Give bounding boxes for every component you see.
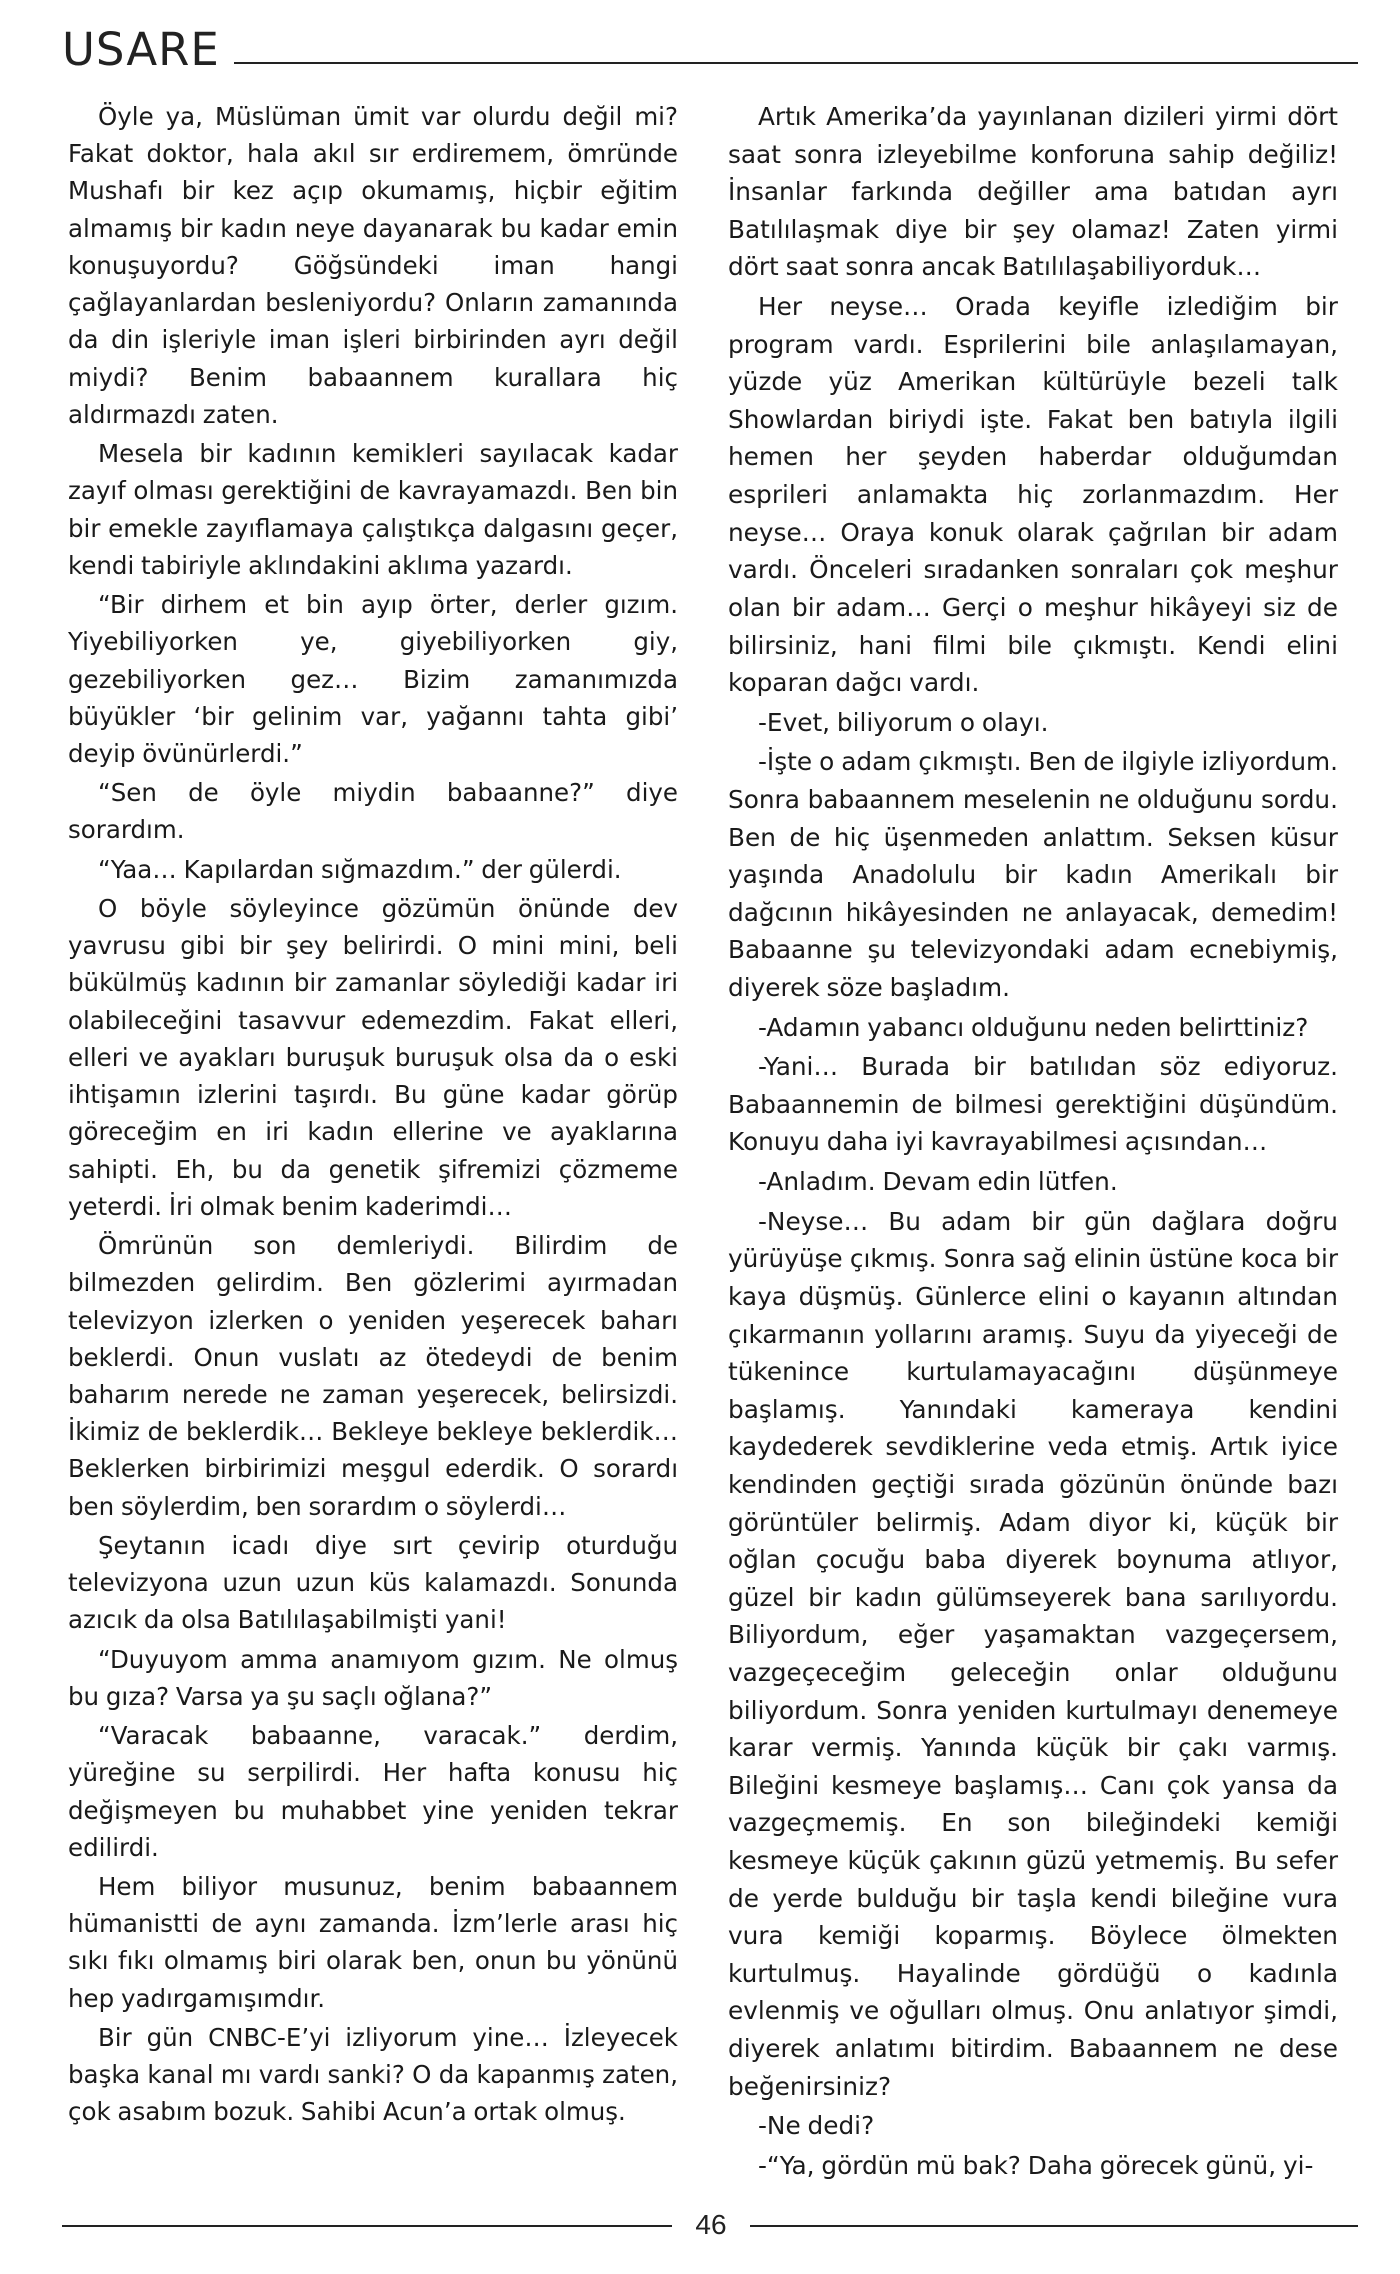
header-rule — [234, 62, 1358, 64]
paragraph: Bir gün CNBC-E’yi izliyorum yine… İzleyecek başka kanal mı vardı sanki? O da kapanmış zaten, çok asabım bozuk. Sahibi Acun’a ortak olmuş. — [68, 2022, 678, 2127]
paragraph: “Varacak babaanne, varacak.” derdim, yüreğine su serpilirdi. Her hafta konusu hiç değişmeyen bu muhabbet yine yeniden tekrar edilirdi. — [68, 1721, 678, 1862]
magazine-title: USARE — [62, 23, 220, 76]
paragraph: -Evet, biliyorum o olayı. — [758, 707, 1049, 737]
paragraph: Artık Amerika’da yayınlanan dizileri yirmi dört saat sonra izleyebilme konforuna sahip değiliz! İnsanlar farkında değiller ama batıdan ayrı Batılılaşmak diye bir şey olamaz! Zaten yirmi dört saat sonra ancak Batılılaşabiliyorduk… — [728, 102, 1338, 282]
paragraph: “Bir dirhem et bin ayıp örter, derler gızım. Yiyebiliyorken ye, giyebiliyorken giy, gezebiliyorken gez… Bizim zamanımızda büyükler ‘bir gelinim var, yağannı tahta gibi’ deyip övünürlerdi.” — [68, 590, 678, 768]
page-header — [62, 18, 1358, 78]
paragraph: -İşte o adam çıkmıştı. Ben de ilgiyle izliyordum. Sonra babaannem meselenin ne olduğunu sordu. Ben de hiç üşenmeden anlattım. Seksen küsur yaşında Anadolulu bir kadın Amerikalı bir dağcının hikâyesinden ne anlayacak, demedim! Babaanne şu televizyondaki adam ecnebiymiş, diyerek söze başladım. — [728, 747, 1338, 1003]
paragraph: Hem biliyor musunuz, benim babaannem hümanistti de aynı zamanda. İzm’lerle arası hiç sıkı fıkı olmamış biri olarak ben, onun bu yönünü hep yadırgamışımdır. — [68, 1872, 678, 2013]
left-column — [68, 98, 678, 2133]
footer-rule-left — [62, 2225, 672, 2227]
page-number: 46 — [695, 2209, 727, 2240]
paragraph: Ömrünün son demleriydi. Bilirdim de bilmezden gelirdim. Ben gözlerimi ayırmadan televizyon izlerken o yeniden yeşerecek baharı beklerdi. Onun vuslatı az ötedeydi de benim baharım nerede ne zaman yeşerecek, belirsizdi. İkimiz de beklerdik… Bekleye bekleye beklerdik… Beklerken birbirimizi meşgul ederdik. O sorardı ben söylerdim, ben sorardım o söylerdi… — [68, 1231, 678, 1521]
paragraph: O böyle söyleyince gözümün önünde dev yavrusu gibi bir şey belirirdi. O mini mini, beli bükülmüş kadının bir zamanlar söylediği kadar iri olabileceğini tasavvur edemezdim. Fakat elleri, elleri ve ayakları buruşuk buruşuk olsa da o eski ihtişamın izlerini taşırdı. Bu güne kadar görüp göreceğim en iri kadın ellerine ve ayaklarına sahipti. Eh, bu da genetik şifremizi çözmeme yeterdi. İri olmak benim kaderimdi… — [68, 893, 678, 1221]
paragraph: -Ne dedi? — [758, 2111, 875, 2141]
right-column — [728, 98, 1338, 2187]
paragraph: -“Ya, gördün mü bak? Daha görecek günü, yi- — [758, 2150, 1314, 2180]
paragraph: “Sen de öyle miydin babaanne?” diye sorardım. — [68, 778, 678, 845]
footer-rule-right — [750, 2225, 1358, 2227]
page-footer — [62, 2205, 1358, 2245]
paragraph: “Yaa… Kapılardan sığmazdım.” der gülerdi. — [98, 854, 622, 884]
paragraph: -Neyse… Bu adam bir gün dağlara doğru yürüyüşe çıkmış. Sonra sağ elinin üstüne koca bir kaya düşmüş. Günlerce elini o kayanın altından çıkarmanın yollarını aramış. Suyu da yiyeceği de tükenince kurtulamayacağını düşünmeye başlamış. Yanındaki kameraya kendini kaydederek sevdiklerine veda etmiş. Artık iyice kendinden geçtiği sırada gözünün önünde bazı görüntüler belirmiş. Adam diyor ki, küçük bir oğlan çocuğu baba diyerek boynuma atlıyor, güzel bir kadın gülümseyerek bana sarılıyordu. Biliyordum, eğer yaşamaktan vazgeçersem, vazgeçeceğim geleceğin onlar olduğunu biliyordum. Sonra yeniden kurtulmayı denemeye karar vermiş. Yanında küçük bir çakı varmış. Bileğini kesmeye başlamış… Canı çok yansa da vazgeçmemiş. En son bileğindeki kemiği kesmeye küçük çakının güzü yetmemiş. Bu sefer de yerde bulduğu bir taşla kendi bileğine vura vura kemiği koparmış. Böylece ölmekten kurtulmuş. Hayalinde gördüğü o kadınla evlenmiş ve oğulları olmuş. Onu anlatıyor şimdi, diyerek anlatımı bitirdim. Babaannem ne dese beğenirsiniz? — [728, 1206, 1338, 2101]
paragraph: -Adamın yabancı olduğunu neden belirttiniz? — [758, 1012, 1309, 1042]
paragraph: Öyle ya, Müslüman ümit var olurdu değil mi? Fakat doktor, hala akıl sır erdiremem, ömründe Mushafı bir kez açıp okumamış, hiçbir eğitim almamış bir kadın neye dayanarak bu kadar emin konuşuyordu? Göğsündeki iman hangi çağlayanlardan besleniyordu? Onların zamanında da din işleriyle iman işleri birbirinden ayrı değil miydi? Benim babaannem kurallara hiç aldırmazdı zaten. — [68, 102, 678, 429]
paragraph: -Anladım. Devam edin lütfen. — [758, 1167, 1118, 1197]
paragraph: Mesela bir kadının kemikleri sayılacak kadar zayıf olması gerektiğini de kavrayamazdı. Ben bin bir emekle zayıflamaya çalıştıkça dalgasını geçer, kendi tabiriyle aklındakini aklıma yazardı. — [68, 439, 678, 580]
paragraph: “Duyuyom amma anamıyom gızım. Ne olmuş bu gıza? Varsa ya şu saçlı oğlana?” — [68, 1644, 678, 1711]
paragraph: Her neyse… Orada keyifle izlediğim bir program vardı. Esprilerini bile anlaşılamayan, yüzde yüz Amerikan kültürüyle bezeli talk Showlardan biriydi işte. Fakat ben batıyla ilgili hemen her şeyden haberdar olduğumdan esprileri anlamakta hiç zorlanmazdım. Her neyse… Oraya konuk olarak çağrılan bir adam vardı. Önceleri sıradanken sonraları çok meşhur olan bir adam… Gerçi o meşhur hikâyeyi siz de bilirsiniz, hani filmi bile çıkmıştı. Kendi elini koparan dağcı vardı. — [728, 292, 1338, 698]
paragraph: -Yani… Burada bir batılıdan söz ediyoruz. Babaannemin de bilmesi gerektiğini düşündüm. Konuyu daha iyi kavrayabilmesi açısından… — [728, 1052, 1338, 1157]
paragraph: Şeytanın icadı diye sırt çevirip oturduğu televizyona uzun uzun küs kalamazdı. Sonunda azıcık da olsa Batılılaşabilmişti yani! — [68, 1530, 678, 1635]
